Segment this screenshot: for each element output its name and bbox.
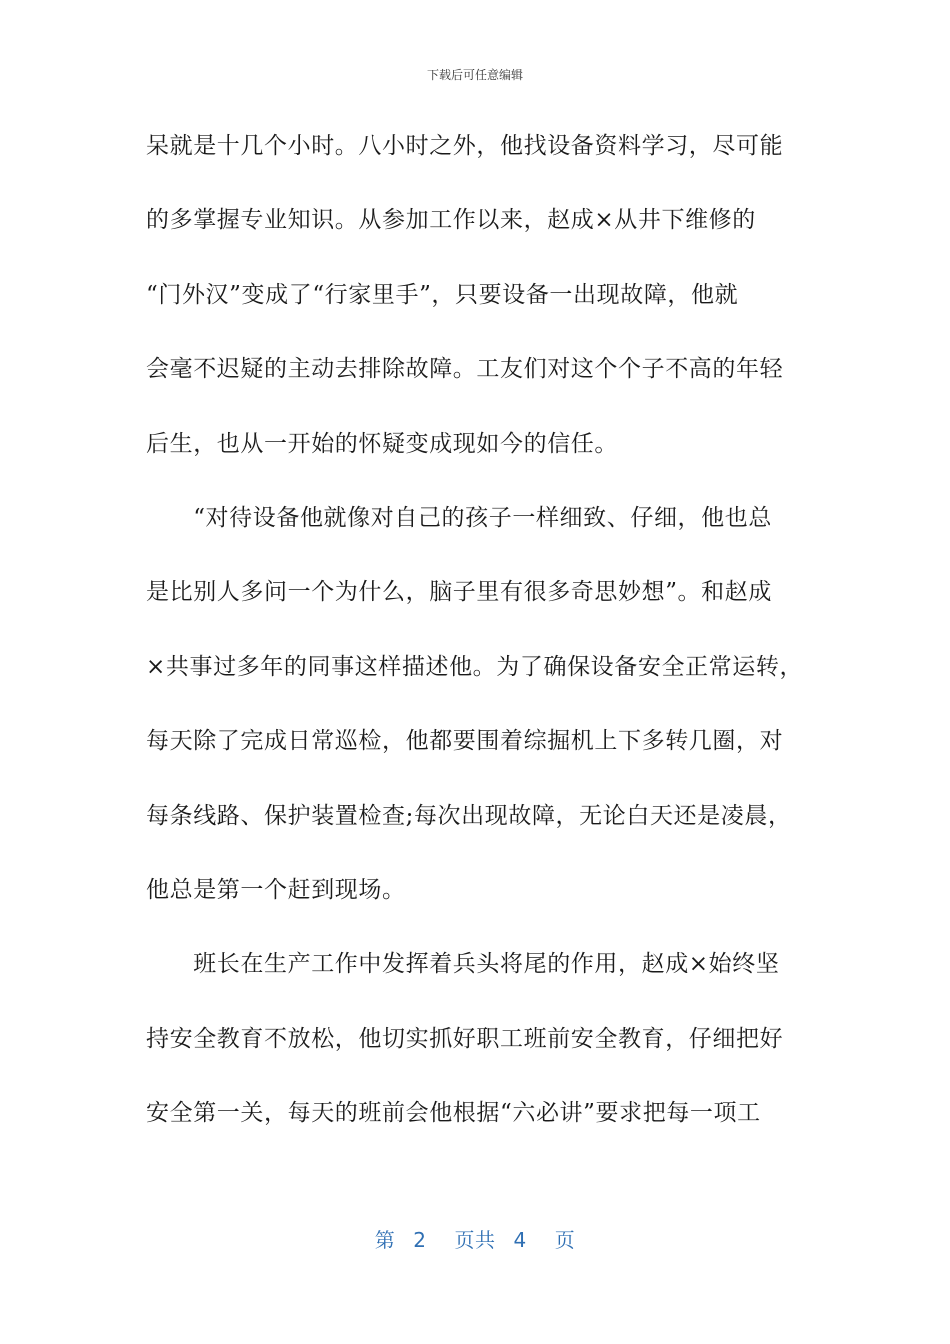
body-line: “对待设备他就像对自己的孩子一样细致、仔细，他也总: [146, 504, 772, 531]
page-footer: [0, 1224, 950, 1253]
body-line: 安全第一关，每天的班前会他根据“六必讲”要求把每一项工: [146, 1100, 761, 1127]
body-line: 他总是第一个赶到现场。: [146, 876, 406, 903]
body-line: 每条线路、保护装置检查;每次出现故障，无论白天还是凌晨，: [146, 802, 792, 829]
body-line: 持安全教育不放松，他切实抓好职工班前安全教育，仔细把好: [146, 1025, 784, 1052]
body-line: “门外汉”变成了“行家里手”，只要设备一出现故障，他就: [146, 281, 739, 308]
footer-di: 第: [374, 1228, 396, 1252]
footer-current-page: 2: [413, 1228, 427, 1252]
body-line: 会毫不迟疑的主动去排除故障。工友们对这个个子不高的年轻: [146, 356, 784, 383]
footer-ye: 页: [554, 1228, 576, 1252]
body-line: ×共事过多年的同事这样描述他。为了确保设备安全正常运转，: [146, 653, 804, 680]
body-line: 每天除了完成日常巡检，他都要围着综掘机上下多转几圈，对: [146, 728, 784, 755]
body-line: 的多掌握专业知识。从参加工作以来，赵成×从井下维修的: [146, 207, 756, 234]
body-line: 是比别人多问一个为什么，脑子里有很多奇思妙想”。和赵成: [146, 579, 772, 606]
body-line: 呆就是十几个小时。八小时之外，他找设备资料学习，尽可能: [146, 133, 784, 159]
footer-total-pages: 4: [513, 1228, 527, 1252]
body-line: 后生，也从一开始的怀疑变成现如今的信任。: [146, 430, 618, 457]
document-body: [146, 120, 816, 1161]
footer-ye-gong: 页共: [454, 1228, 496, 1252]
page-header: 下载后可任意编辑: [426, 68, 523, 82]
body-line: 班长在生产工作中发挥着兵头将尾的作用，赵成×始终坚: [146, 951, 780, 978]
